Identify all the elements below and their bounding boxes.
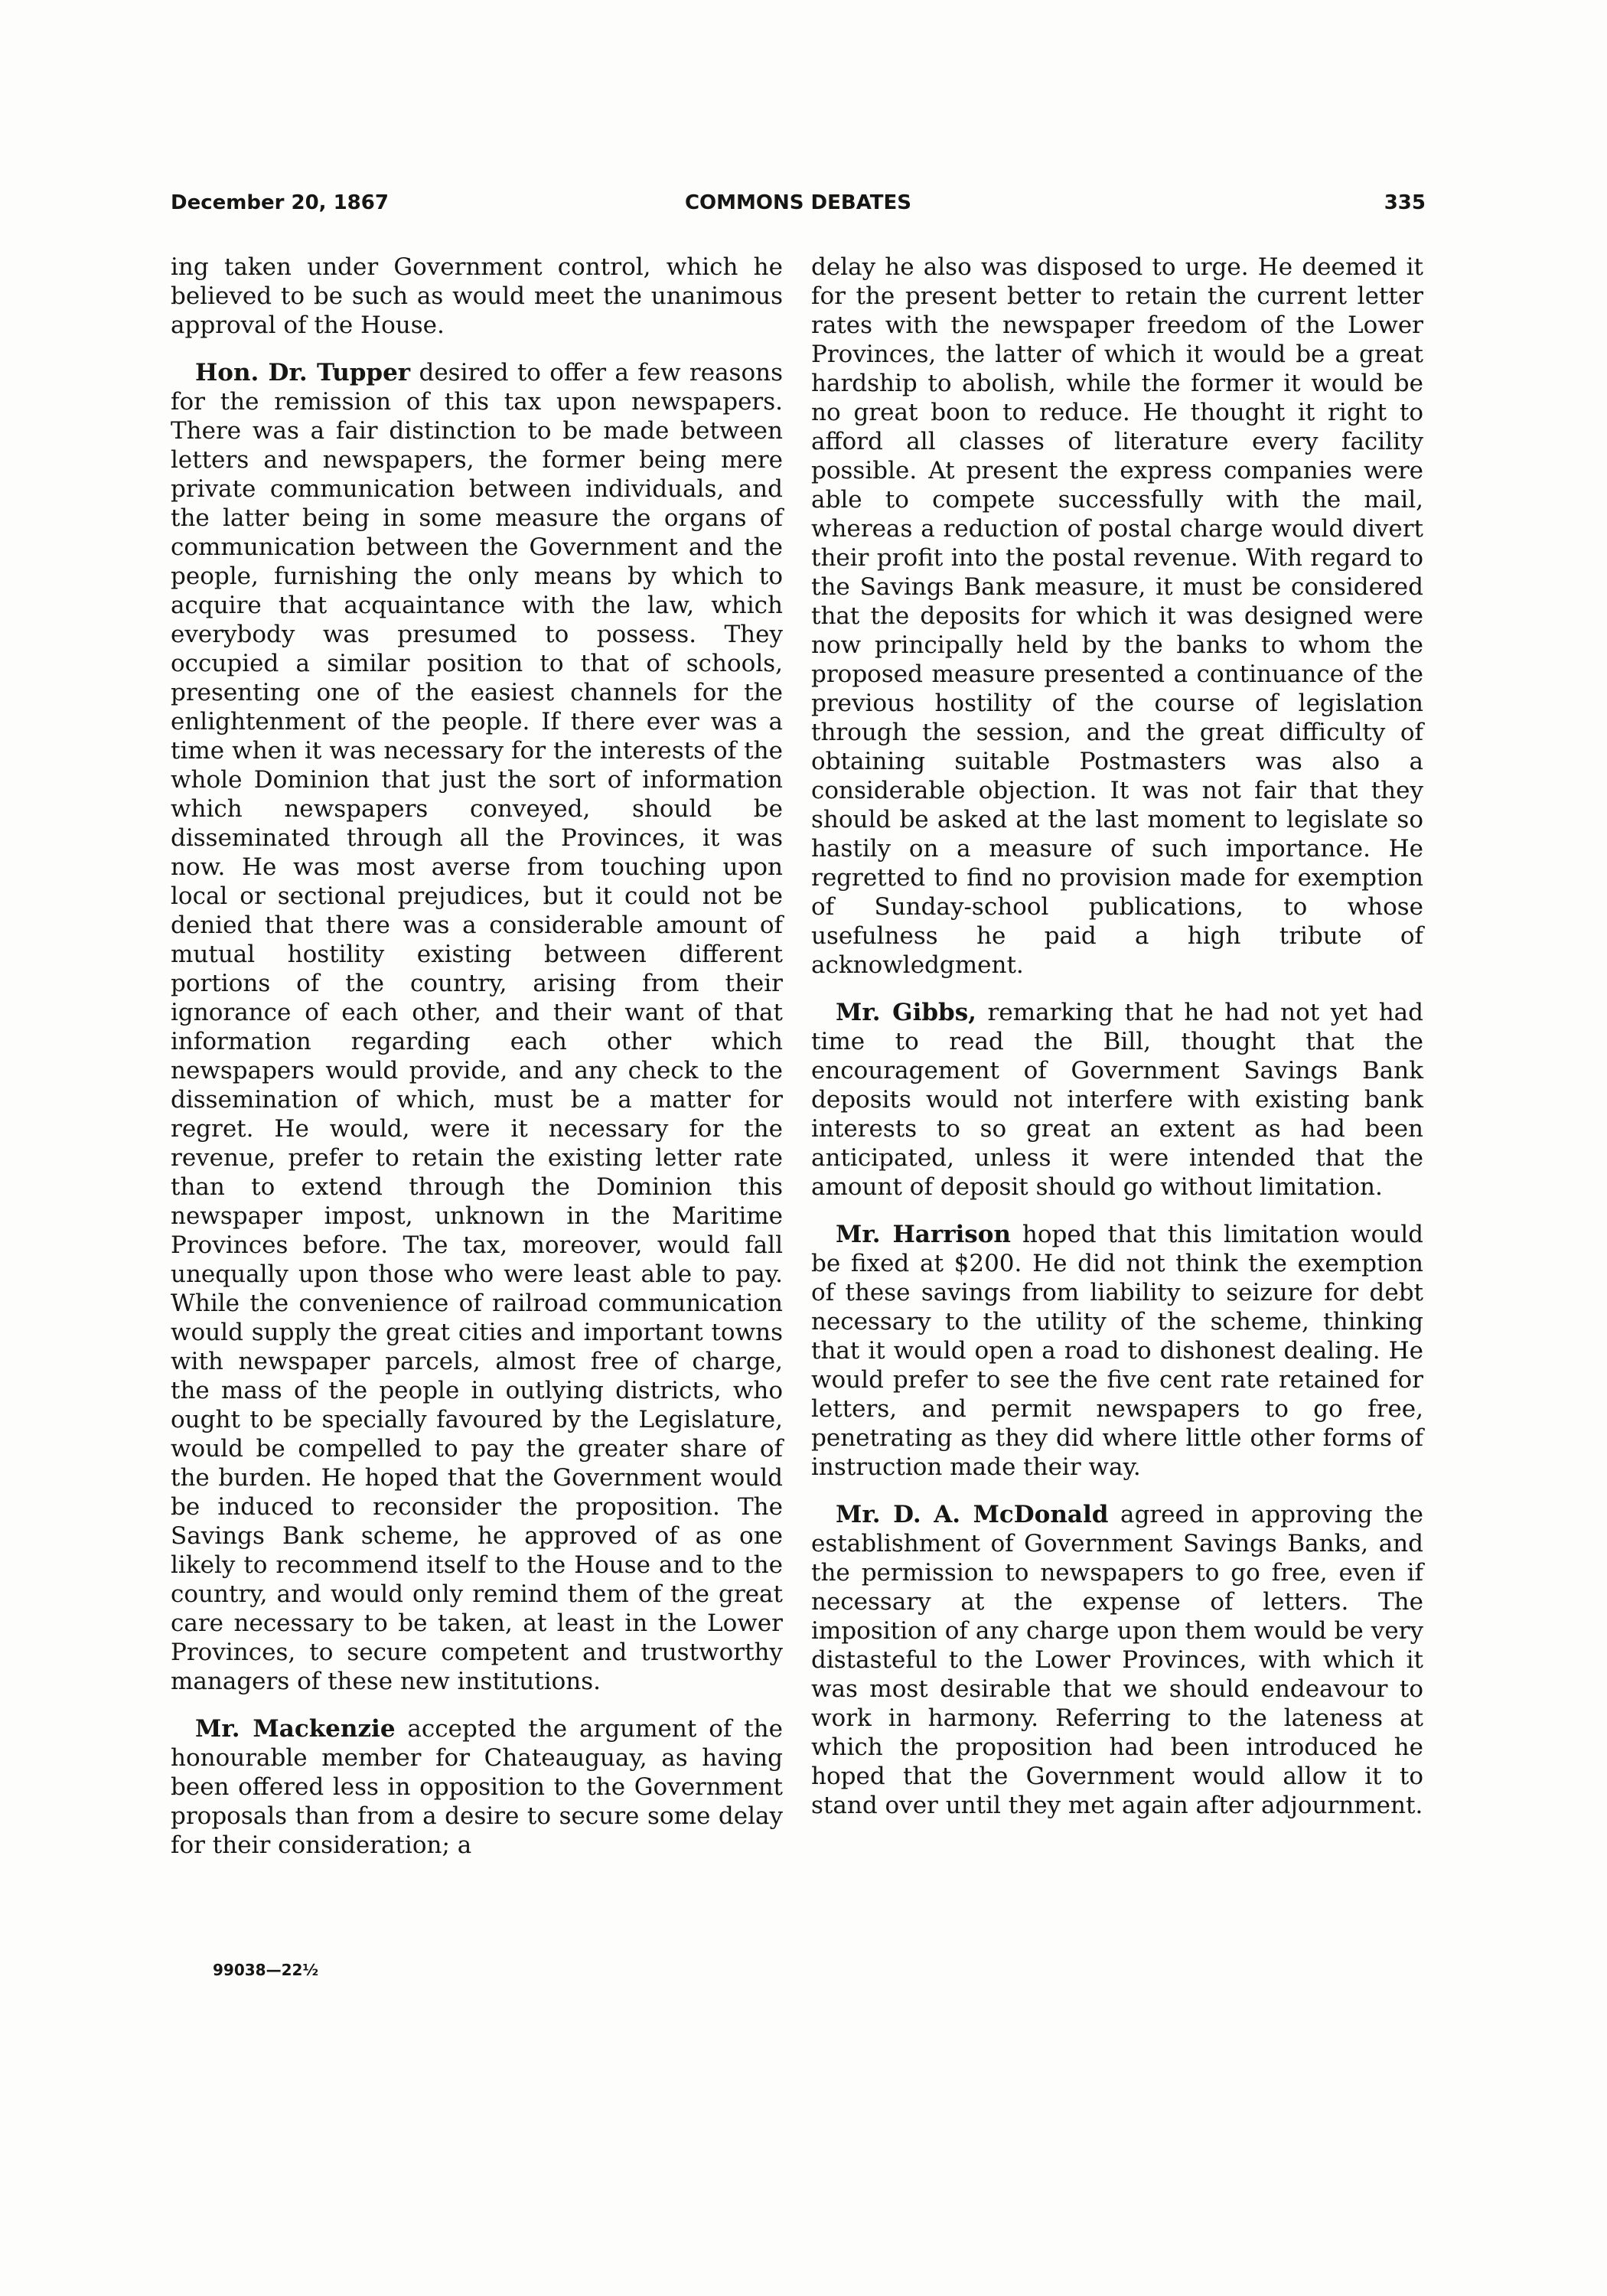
speech-harrison: hoped that this limitation would be fixed at $200. He did not think the exemption of these savings from liability to seizure for debt necessary to the utility of the scheme, thinking that it would open a road to dishonest dealing. He would prefer to see the five cent rate retained for letters, and permit newspapers to go free, penetrating as they did where little other forms of instruction made their way. xyxy=(811,1221,1423,1481)
speaker-tupper: Hon. Dr. Tupper xyxy=(195,359,411,386)
speech-mcdonald: agreed in approving the establishment of Government Savings Banks, and the permission to newspapers to go free, even if necessary at the expense of letters. The imposition of any charge upon them would be very distasteful to the Lower Provinces, with which it was most desirable that we should endeavour to work in harmony. Referring to the lateness at which the proposition had been introduced he hoped that the Government would allow it to stand over until they met again after adjournment. xyxy=(811,1501,1423,1819)
header-title: COMMONS DEBATES xyxy=(684,191,912,214)
header-date: December 20, 1867 xyxy=(171,191,389,214)
speech-gibbs: remarking that he had not yet had time to read the Bill, thought that the encouragement of Government Savings Bank deposits would not interfere with existing bank interests to so great an extent as had been anticipated, unless it were intended that the amount of deposit should go without limitation. xyxy=(811,999,1423,1201)
left-paragraph-2 xyxy=(171,358,783,1696)
speaker-mcdonald: Mr. D. A. McDonald xyxy=(836,1501,1109,1528)
left-column xyxy=(171,253,783,1878)
right-paragraph-3 xyxy=(811,1220,1423,1482)
left-paragraph-1: ing taken under Government control, which he believed to be such as would meet the unanimous approval of the House. xyxy=(171,253,783,339)
footer-signature-code: 99038—22½ xyxy=(213,1961,319,1979)
speech-mackenzie: accepted the argument of the honourable member for Chateauguay, as having been offered less in opposition to the Government proposals than from a desire to secure some delay for their consideration; a xyxy=(171,1715,783,1859)
right-paragraph-1: delay he also was disposed to urge. He deemed it for the present better to retain the current letter rates with the newspaper freedom of the Lower Provinces, the latter of which it would be a great hardship to abolish, while the former it would be no great boon to reduce. He thought it right to afford all classes of literature every facility possible. At present the express companies were able to compete successfully with the mail, whereas a reduction of postal charge would divert their profit into the postal revenue. With regard to the Savings Bank measure, it must be considered that the deposits for which it was designed were now principally held by the banks to whom the proposed measure presented a continuance of the previous hostility of the course of legislation through the session, and the great difficulty of obtaining suitable Postmasters was also a considerable objection. It was not fair that they should be asked at the last moment to legislate so hastily on a measure of such importance. He regretted to find no provision made for exemption of Sunday-school publications, to whose usefulness he paid a high tribute of acknowledgment. xyxy=(811,253,1423,979)
right-column xyxy=(811,253,1423,1838)
page-number: 335 xyxy=(1384,191,1426,214)
right-paragraph-2 xyxy=(811,998,1423,1202)
speaker-gibbs: Mr. Gibbs, xyxy=(836,999,976,1026)
speaker-mackenzie: Mr. Mackenzie xyxy=(195,1715,396,1743)
right-paragraph-4 xyxy=(811,1500,1423,1820)
speaker-harrison: Mr. Harrison xyxy=(836,1221,1011,1248)
left-paragraph-3 xyxy=(171,1714,783,1860)
speech-tupper: desired to offer a few reasons for the remission of this tax upon newspapers. There was a fair distinction to be made between letters and newspapers, the former being mere private communication between individuals, and the latter being in some measure the organs of communication between the Government and the people, furnishing the only means by which to acquire that acquaintance with the law, which everybody was presumed to possess. They occupied a similar position to that of schools, presenting one of the easiest channels for the enlightenment of the people. If there ever was a time when it was necessary for the interests of the whole Dominion that just the sort of information which newspapers conveyed, should be disseminated through all the Provinces, it was now. He was most averse from touching upon local or sectional prejudices, but it could not be denied that there was a considerable amount of mutual hostility existing between different portions of the country, arising from their ignorance of each other, and their want of that information regarding each other which newspapers would provide, and any check to the dissemination of which, must be a matter for regret. He would, were it necessary for the revenue, prefer to retain the existing letter rate than to extend through the Dominion this newspaper impost, unknown in the Maritime Provinces before. The tax, moreover, would fall unequally upon those who were least able to pay. While the convenience of railroad communication would supply the great cities and important towns with newspaper parcels, almost free of charge, the mass of the people in outlying districts, who ought to be specially favoured by the Legislature, would be compelled to pay the greater share of the burden. He hoped that the Government would be induced to reconsider the proposition. The Savings Bank scheme, he approved of as one likely to recommend itself to the House and to the country, and would only remind them of the great care necessary to be taken, at least in the Lower Provinces, to secure competent and trustworthy managers of these new institutions. xyxy=(171,359,783,1695)
